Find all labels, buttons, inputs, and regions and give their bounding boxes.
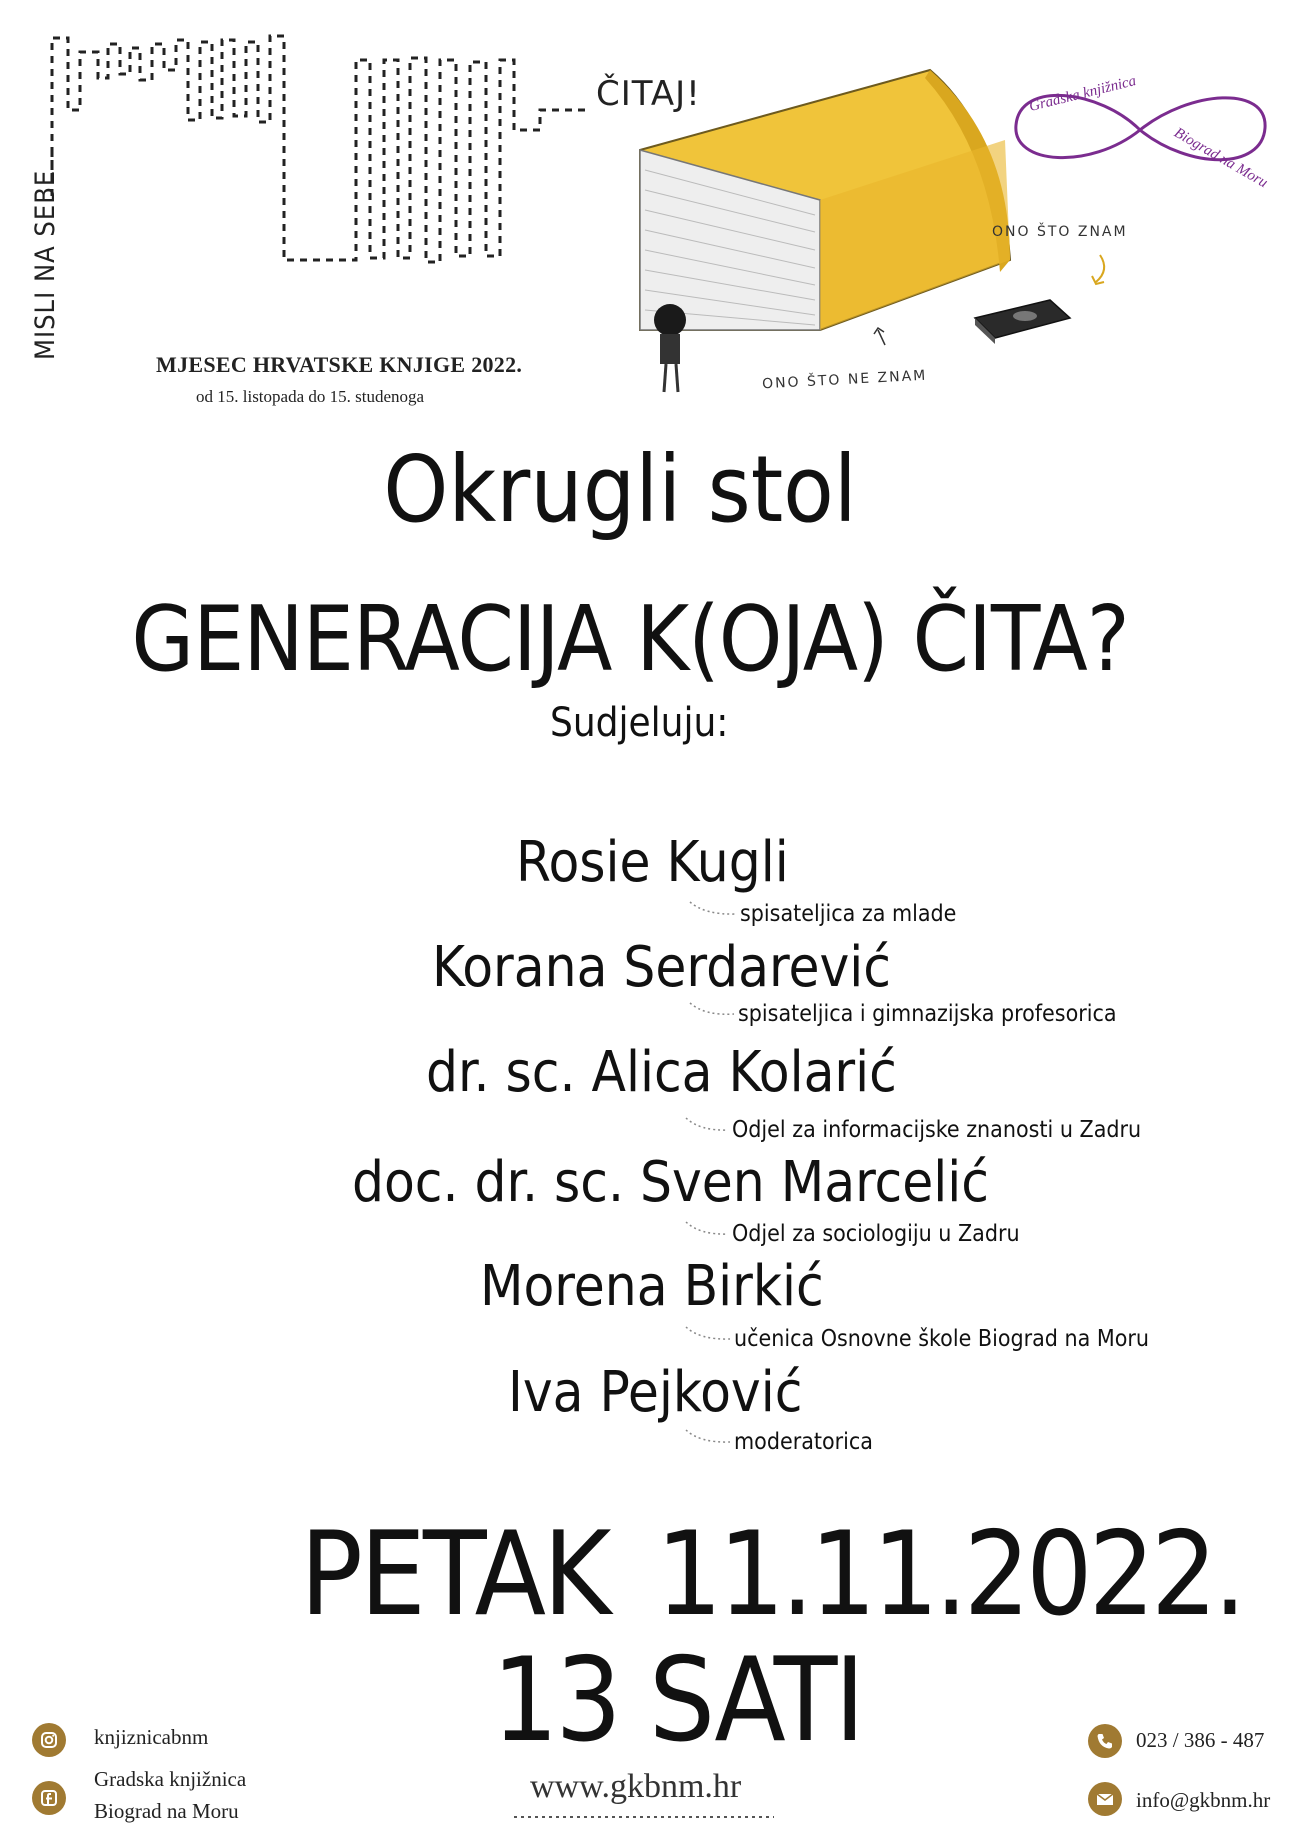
event-type: Okrugli stol bbox=[383, 436, 857, 543]
website-underline bbox=[514, 1814, 774, 1820]
participant-role: moderatorica bbox=[734, 1429, 873, 1455]
participant-role: Odjel za informacijske znanosti u Zadru bbox=[732, 1117, 1142, 1143]
instagram-handle[interactable]: knjiznicabnm bbox=[94, 1725, 209, 1749]
email-icon[interactable] bbox=[1088, 1782, 1122, 1816]
participant-name: dr. sc. Alica Kolarić bbox=[426, 1040, 897, 1105]
event-title: GENERACIJA K(OJA) ČITA? bbox=[131, 587, 1129, 692]
facebook-icon[interactable] bbox=[32, 1781, 66, 1815]
facebook-name-line1[interactable]: Gradska knjižnica bbox=[94, 1767, 247, 1791]
phone-icon[interactable] bbox=[1088, 1724, 1122, 1758]
vertical-slogan: MISLI NA SEBE bbox=[30, 169, 61, 360]
participant-role: spisateljica za mlade bbox=[740, 901, 957, 927]
website-link[interactable]: www.gkbnm.hr bbox=[530, 1768, 742, 1805]
illustration-label-known: ONO ŠTO ZNAM bbox=[992, 224, 1128, 240]
participant-name: Korana Serdarević bbox=[432, 935, 891, 1000]
logo-text-line2: Biograd na Moru bbox=[1171, 124, 1271, 192]
instagram-icon[interactable] bbox=[32, 1723, 66, 1757]
event-time: 13 SATI bbox=[492, 1633, 863, 1768]
participant-role: učenica Osnovne škole Biograd na Moru bbox=[734, 1326, 1150, 1352]
illustration-label-unknown: ONO ŠTO NE ZNAM bbox=[761, 367, 928, 393]
participant-name: doc. dr. sc. Sven Marcelić bbox=[352, 1150, 989, 1215]
event-series-dates: od 15. listopada do 15. studenoga bbox=[196, 387, 425, 406]
participant-role: Odjel za sociologiju u Zadru bbox=[732, 1221, 1020, 1247]
event-date: 11.11.2022. bbox=[656, 1507, 1243, 1642]
event-day: PETAK bbox=[300, 1507, 609, 1642]
event-series-title: MJESEC HRVATSKE KNJIGE 2022. bbox=[156, 352, 523, 377]
participant-name: Morena Birkić bbox=[480, 1254, 824, 1319]
participant-name: Iva Pejković bbox=[508, 1360, 803, 1425]
email-address[interactable]: info@gkbnm.hr bbox=[1136, 1788, 1271, 1812]
read-slogan: ČITAJ! bbox=[596, 74, 701, 114]
phone-number[interactable]: 023 / 386 - 487 bbox=[1136, 1728, 1265, 1752]
facebook-name-line2[interactable]: Biograd na Moru bbox=[94, 1799, 239, 1823]
participants-label: Sudjeluju: bbox=[550, 700, 729, 746]
logo-text-line1: Gradska knjižnica bbox=[1027, 72, 1138, 116]
participant-role: spisateljica i gimnazijska profesorica bbox=[738, 1001, 1117, 1027]
participant-name: Rosie Kugli bbox=[516, 830, 789, 895]
